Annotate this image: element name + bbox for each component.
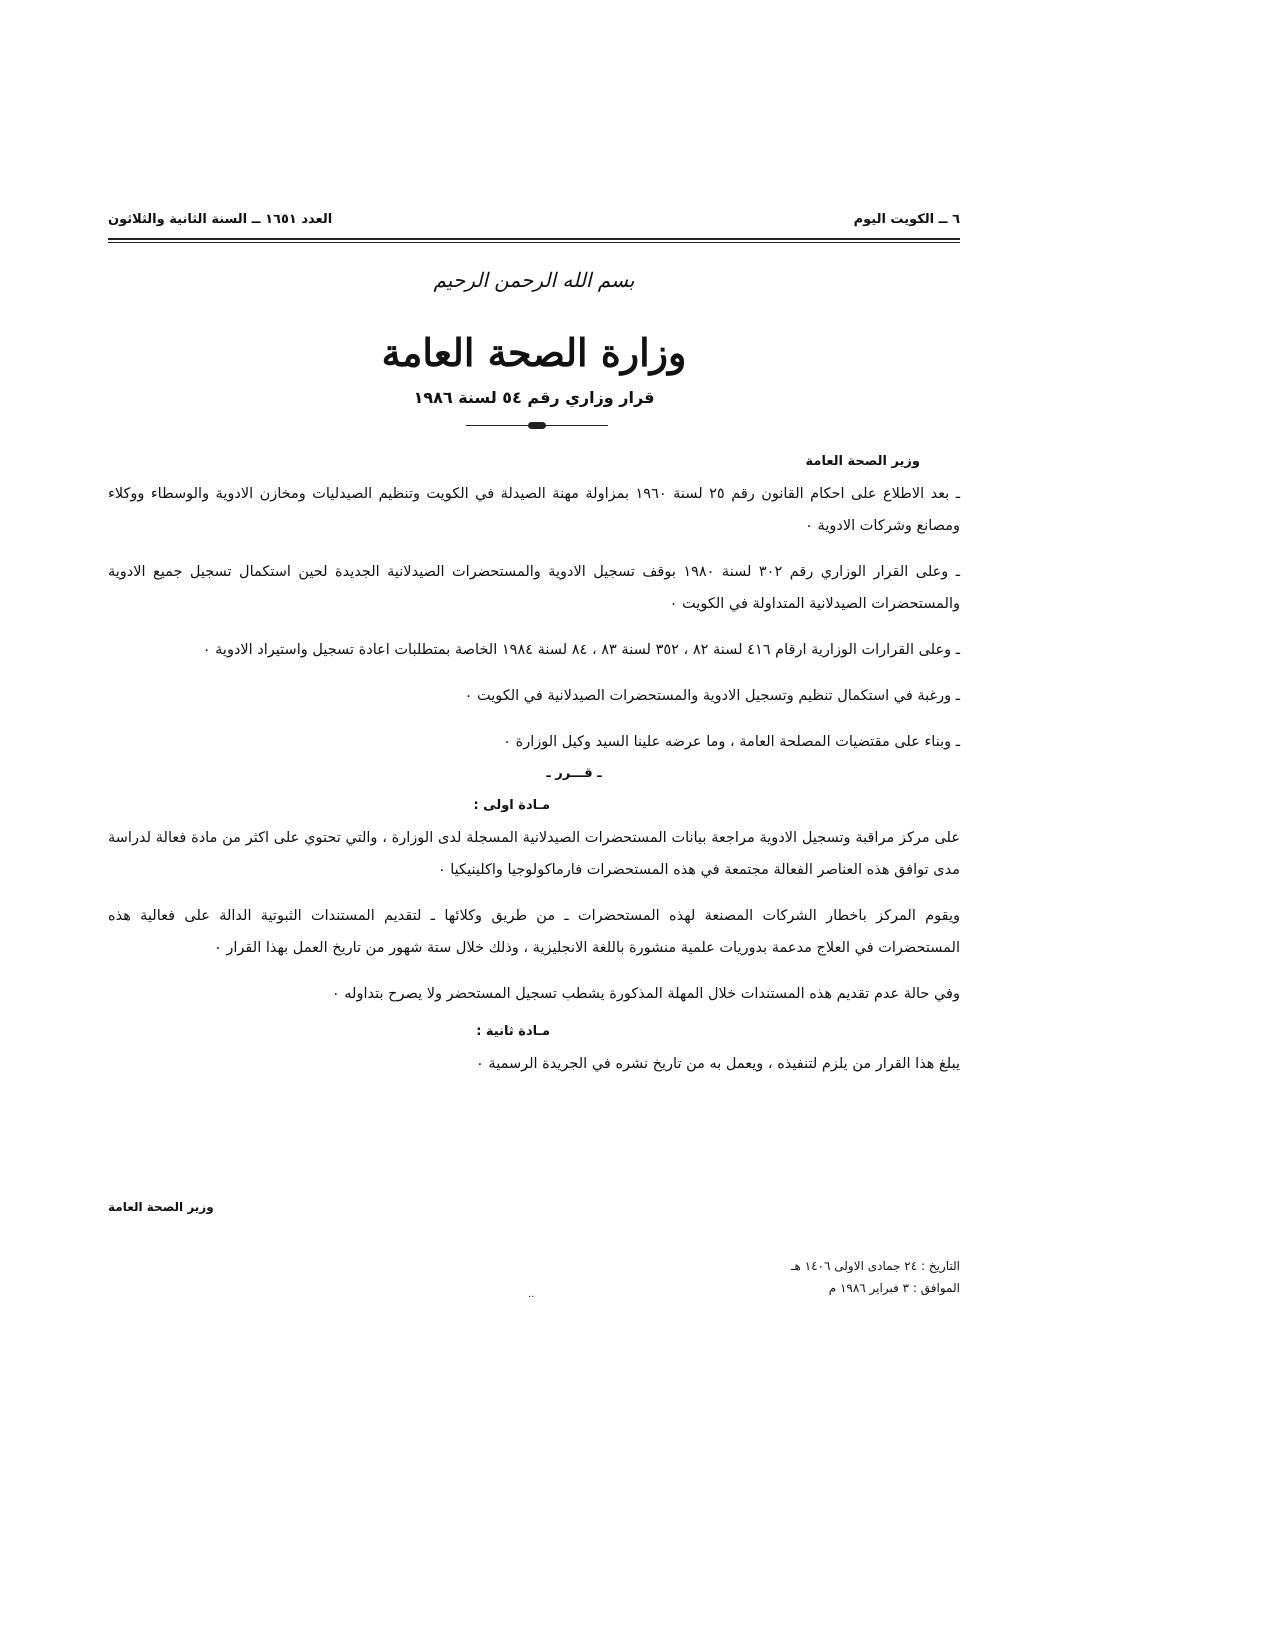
stray-mark: .. [528, 1289, 535, 1300]
hijri-date: التاريخ : ٢٤ جمادى الاولى ١٤٠٦ هـ [791, 1259, 960, 1273]
header-rule-thin [108, 242, 960, 243]
signature: وزير الصحة العامة [108, 1200, 214, 1214]
article-1-paragraph: على مركز مراقبة وتسجيل الادوية مراجعة بيانات المستحضرات الصيدلانية المسجلة لدى الوزارة ، والتي تحتوي على اكثر من مادة فعالة لدراسة مدى توافق هذه العناصر الفعالة مجتمعة في هذه المستحضرات فارماكولوجيا واكلينيكيا ٠ [108, 830, 960, 878]
recital: ـ وعلى القرار الوزاري رقم ٣٠٢ لسنة ١٩٨٠ بوقف تسجيل الادوية والمستحضرات الصيدلانية الجديدة لحين استكمال تسجيل جميع الادوية والمستحضرات الصيدلانية المتداولة في الكويت ٠ [108, 564, 960, 612]
recital: ـ ورغبة في استكمال تنظيم وتسجيل الادوية والمستحضرات الصيدلانية في الكويت ٠ [464, 688, 960, 704]
date-block [700, 1255, 960, 1299]
header-page-info: ٦ ــ الكويت اليوم [853, 212, 960, 227]
decree-title: قرار وزاري رقم ٥٤ لسنة ١٩٨٦ [413, 388, 655, 407]
article-1-title: مـادة اولى : [473, 798, 550, 813]
article-1-paragraph: ويقوم المركز باخطار الشركات المصنعة لهذه المستحضرات ـ من طريق وكلائها ـ لتقديم المستندات الثبوتية الدالة على فعالية هذه المستحضرات في العلاج مدعمة بدوريات علمية منشورة باللغة الانجليزية ، وذلك خلال ستة شهور من تاريخ العمل بهذا القرار ٠ [108, 908, 960, 956]
ornament-divider [466, 421, 608, 431]
page-header [108, 212, 960, 227]
recital: ـ وبناء على مقتضيات المصلحة العامة ، وما عرضه علينا السيد وكيل الوزارة ٠ [503, 734, 960, 750]
article-1-paragraph: وفي حالة عدم تقديم هذه المستندات خلال المهلة المذكورة يشطب تسجيل المستحضر ولا يصرح بتداوله ٠ [331, 986, 960, 1002]
recital: ـ بعد الاطلاع على احكام القانون رقم ٢٥ لسنة ١٩٦٠ بمزاولة مهنة الصيدلة في الكويت وتنظيم الصيدليات ومخازن الادوية والوسطاء ووكلاء ومصانع وشركات الادوية ٠ [108, 486, 960, 534]
header-issue-info: العدد ١٦٥١ ــ السنة الثانية والثلاثون [108, 212, 333, 227]
minister-heading: وزير الصحة العامة [805, 454, 920, 469]
decided-heading: ـ قـــرر ـ [546, 766, 602, 781]
ministry-title: وزارة الصحة العامة [381, 330, 687, 375]
article-2-title: مـادة ثانية : [476, 1024, 550, 1039]
recital: ـ وعلى القرارات الوزارية ارقام ٤١٦ لسنة ٨٢ ، ٣٥٢ لسنة ٨٣ ، ٨٤ لسنة ١٩٨٤ الخاصة بمتطلبات اعادة تسجيل واستيراد الادوية ٠ [202, 642, 960, 658]
gregorian-date: الموافق : ٣ فبراير ١٩٨٦ م [828, 1281, 960, 1295]
article-2-text: يبلغ هذا القرار من يلزم لتنفيذه ، ويعمل به من تاريخ نشره في الجريدة الرسمية ٠ [476, 1056, 960, 1072]
basmala: بسم الله الرحمن الرحيم [433, 268, 635, 292]
decree-body [108, 446, 960, 1080]
header-rule [108, 238, 960, 240]
